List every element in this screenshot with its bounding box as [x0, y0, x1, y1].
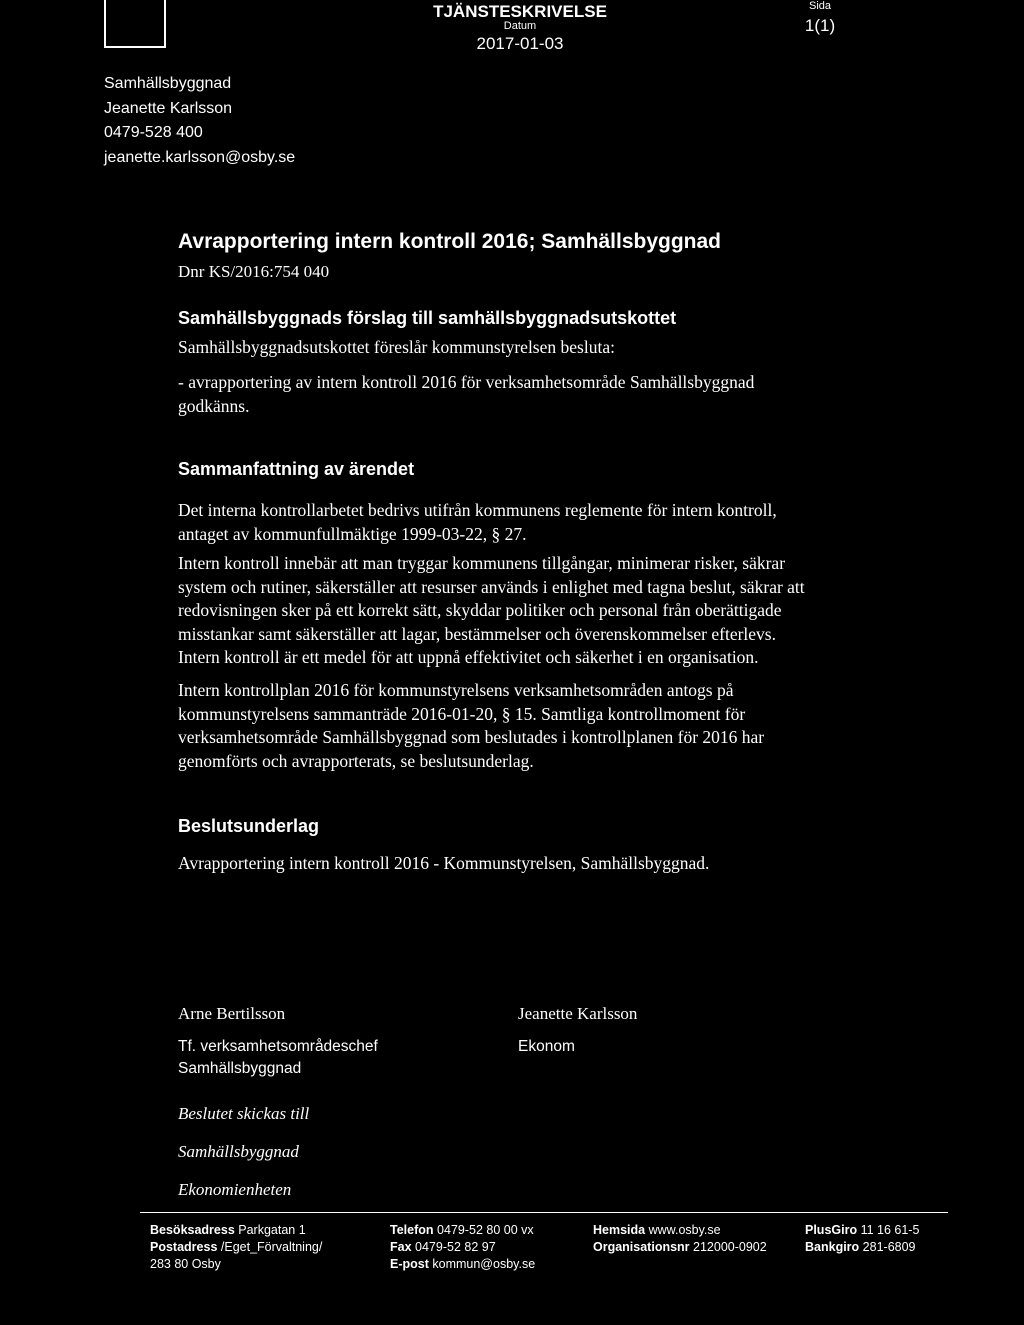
- title-line: Tf. verksamhetsområdeschef: [178, 1038, 378, 1055]
- footer-contact: [390, 1222, 535, 1273]
- footer-label: Fax: [390, 1240, 412, 1254]
- logo-frame: [104, 0, 166, 48]
- paragraph-line: Intern kontroll är ett medel för att uppnå effektivitet och säkerhet i en organisation.: [178, 647, 759, 667]
- footer-value: /Eget_Förvaltning/: [220, 1240, 323, 1254]
- distribution-heading: Beslutet skickas till: [178, 1104, 310, 1123]
- paragraph-line: kommunstyrelsens sammanträde 2016-01-20, § 15. Samtliga kontrollmoment för: [178, 703, 746, 724]
- footer-value: 281-6809: [862, 1240, 916, 1254]
- summary-paragraph-1: [178, 499, 878, 546]
- footer-web: [593, 1222, 767, 1256]
- footer-label: E-post: [390, 1257, 429, 1271]
- document-type: TJÄNSTESKRIVELSE: [433, 2, 607, 21]
- footer-value: 0479-52 82 97: [415, 1240, 496, 1254]
- signatory-name: Jeanette Karlsson: [518, 1004, 638, 1023]
- footer-value: 212000-0902: [693, 1240, 767, 1254]
- paragraph-line: Det interna kontrollarbetet bedrivs utifrån kommunens reglemente för intern kontroll,: [178, 500, 777, 520]
- footer-value: 11 16 61-5: [860, 1223, 920, 1237]
- summary-paragraph-2: [178, 552, 878, 670]
- footer-payment: [805, 1222, 919, 1256]
- paragraph-line: misstankar samt säkerställer att lagar, bestämmelser och överenskommelser efterlevs.: [178, 623, 776, 644]
- sender-block: [104, 72, 295, 170]
- paragraph-line: Intern kontrollplan 2016 för kommunstyrelsens verksamhetsområden antogs på: [178, 680, 734, 700]
- sender-phone: 0479-528 400: [104, 124, 203, 141]
- sender-name: Jeanette Karlsson: [104, 99, 233, 117]
- proposal-heading: Samhällsbyggnads förslag till samhällsbyggnadsutskottet: [178, 308, 677, 328]
- summary-paragraph-3: [178, 679, 878, 773]
- date-label: Datum: [503, 20, 537, 32]
- footer-label: PlusGiro: [805, 1223, 858, 1237]
- proposal-line: - avrapportering av intern kontroll 2016 för verksamhetsområde Samhällsbyggnad: [178, 372, 755, 392]
- footer-value: www.osby.se: [648, 1223, 721, 1237]
- signatory-title: [178, 1036, 378, 1080]
- distribution-recipient: Samhällsbyggnad: [178, 1142, 299, 1161]
- footer-label: Telefon: [390, 1223, 434, 1237]
- page-title: Avrapportering intern kontroll 2016; Samhällsbyggnad: [178, 230, 721, 253]
- paragraph-line: redovisningen sker på ett korrekt sätt, skyddar politiker och personal från oberättigade: [178, 600, 782, 620]
- sender-department: Samhällsbyggnad: [104, 75, 232, 92]
- summary-heading: Sammanfattning av ärendet: [178, 459, 415, 479]
- basis-text: Avrapportering intern kontroll 2016 - Kommunstyrelsen, Samhällsbyggnad.: [178, 853, 710, 873]
- page-label: Sida: [808, 0, 832, 12]
- paragraph-line: Intern kontroll innebär att man tryggar kommunens tillgångar, minimerar risker, säkrar: [178, 553, 786, 573]
- footer-value: kommun@osby.se: [432, 1257, 536, 1271]
- signatory-name: Arne Bertilsson: [178, 1004, 286, 1023]
- footer-label: Organisationsnr: [593, 1240, 690, 1254]
- sender-email: jeanette.karlsson@osby.se: [104, 148, 296, 166]
- footer-label: Besöksadress: [150, 1223, 235, 1237]
- distribution-recipient: Ekonomienheten: [178, 1180, 292, 1199]
- footer-divider: [140, 1212, 948, 1213]
- footer-label: Bankgiro: [805, 1240, 860, 1254]
- footer-label: Hemsida: [593, 1223, 646, 1237]
- page-number: 1(1): [804, 16, 836, 35]
- case-number: Dnr KS/2016:754 040: [178, 262, 330, 281]
- signatory-title: Ekonom: [518, 1038, 575, 1055]
- basis-heading: Beslutsunderlag: [178, 816, 320, 836]
- proposal-intro: Samhällsbyggnadsutskottet föreslår kommunstyrelsen besluta:: [178, 337, 615, 357]
- proposal-text: [178, 371, 878, 418]
- date-value: 2017-01-03: [476, 34, 564, 53]
- footer-address: [150, 1222, 322, 1273]
- footer-value: Parkgatan 1: [238, 1223, 306, 1237]
- title-line: Samhällsbyggnad: [178, 1060, 302, 1077]
- footer-value: 283 80 Osby: [150, 1257, 221, 1271]
- paragraph-line: genomförts och avrapporterats, se beslutsunderlag.: [178, 750, 534, 771]
- footer-label: Postadress: [150, 1240, 218, 1254]
- paragraph-line: verksamhetsområde Samhällsbyggnad som beslutades i kontrollplanen för 2016 har: [178, 727, 765, 747]
- proposal-line: godkänns.: [178, 395, 250, 416]
- footer-value: 0479-52 80 00 vx: [437, 1223, 534, 1237]
- paragraph-line: system och rutiner, säkerställer att resurser används i enlighet med tagna beslut, säkrar att: [178, 576, 805, 597]
- paragraph-line: antaget av kommunfullmäktige 1999-03-22, § 27.: [178, 523, 527, 544]
